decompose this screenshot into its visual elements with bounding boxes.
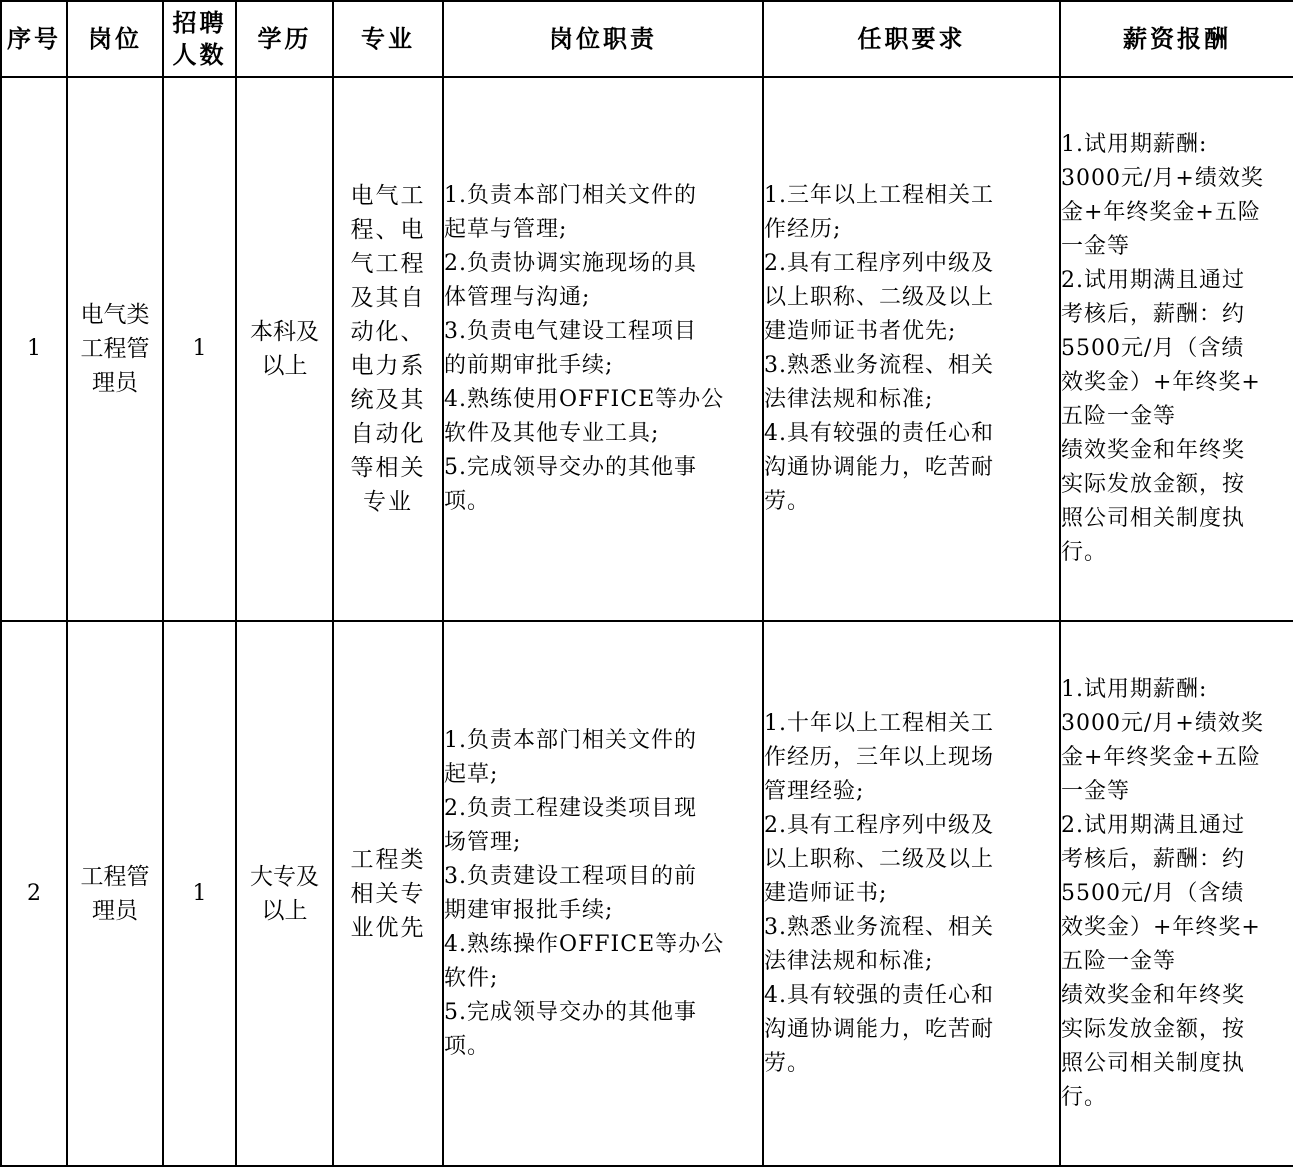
- header-major: 专业: [333, 1, 443, 77]
- header-duties: 岗位职责: [443, 1, 763, 77]
- duties-cell: 1.负责本部门相关文件的 起草与管理; 2.负责协调实施现场的具 体管理与沟通; 3.负责电气建设工程项目 的前期审批手续; 4.熟练使用OFFICE等办公 软件及其他专业工具; 5.完成领导交办的其他事 项。: [443, 77, 763, 621]
- header-requirements: 任职要求: [763, 1, 1060, 77]
- major-cell: 电气工 程、电 气工程 及其自 动化、 电力系 统及其 自动化 等相关 专业: [333, 77, 443, 621]
- salary-cell: 1.试用期薪酬: 3000元/月+绩效奖 金+年终奖金+五险 一金等 2.试用期满且通过 考核后，薪酬：约 5500元/月（含绩 效奖金）+年终奖+ 五险一金等 绩效奖金和年终奖 实际发放金额，按 照公司相关制度执 行。: [1060, 77, 1293, 621]
- header-seq: 序号: [1, 1, 67, 77]
- duties-cell: 1.负责本部门相关文件的 起草; 2.负责工程建设类项目现 场管理; 3.负责建设工程项目的前 期建审报批手续; 4.熟练操作OFFICE等办公 软件; 5.完成领导交办的其他事 项。: [443, 621, 763, 1166]
- header-position: 岗位: [67, 1, 163, 77]
- header-row: [1, 1, 1293, 77]
- header-salary: 薪资报酬: [1060, 1, 1293, 77]
- table-row: [1, 621, 1293, 1166]
- header-education: 学历: [236, 1, 333, 77]
- education-cell: 大专及 以上: [236, 621, 333, 1166]
- seq-cell: 2: [1, 621, 67, 1166]
- requirements-cell: 1.十年以上工程相关工 作经历，三年以上现场 管理经验; 2.具有工程序列中级及 以上职称、二级及以上 建造师证书; 3.熟悉业务流程、相关 法律法规和标准; 4.具有较强的责任心和 沟通协调能力，吃苦耐 劳。: [763, 621, 1060, 1166]
- count-cell: 1: [163, 621, 236, 1166]
- seq-cell: 1: [1, 77, 67, 621]
- position-cell: 工程管 理员: [67, 621, 163, 1166]
- requirements-cell: 1.三年以上工程相关工 作经历; 2.具有工程序列中级及 以上职称、二级及以上 建造师证书者优先; 3.熟悉业务流程、相关 法律法规和标准; 4.具有较强的责任心和 沟通协调能力，吃苦耐 劳。: [763, 77, 1060, 621]
- count-cell: 1: [163, 77, 236, 621]
- major-cell: 工程类 相关专 业优先: [333, 621, 443, 1166]
- salary-cell: 1.试用期薪酬: 3000元/月+绩效奖 金+年终奖金+五险 一金等 2.试用期满且通过 考核后，薪酬：约 5500元/月（含绩 效奖金）+年终奖+ 五险一金等 绩效奖金和年终奖 实际发放金额，按 照公司相关制度执 行。: [1060, 621, 1293, 1166]
- position-cell: 电气类 工程管 理员: [67, 77, 163, 621]
- education-cell: 本科及 以上: [236, 77, 333, 621]
- table-row: [1, 77, 1293, 621]
- header-count: 招聘人数: [163, 1, 236, 77]
